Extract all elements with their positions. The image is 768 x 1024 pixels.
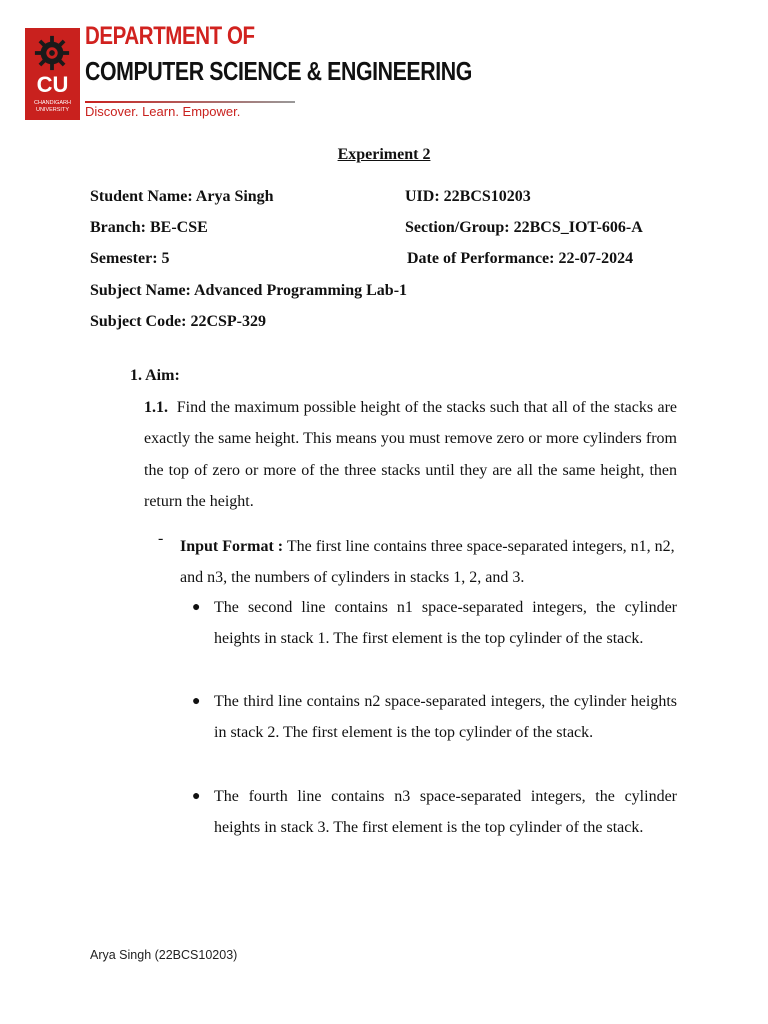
logo-cu-text: CU xyxy=(36,72,69,97)
bullet-dot: ● xyxy=(192,600,201,615)
date-of-performance: Date of Performance: 22-07-2024 xyxy=(407,250,634,267)
tagline: Discover. Learn. Empower. xyxy=(85,104,241,119)
aim-text: Find the maximum possible height of the stacks such that all of the stacks are exactly the same height. This means you must remove zero or more cylinders from the top of zero or more of the three stacks until they are all the same height, then return the height. xyxy=(144,399,677,510)
department-name: COMPUTER SCIENCE & ENGINEERING xyxy=(85,56,472,86)
bullet-dot: ● xyxy=(192,789,201,804)
university-logo xyxy=(25,28,80,120)
aim-paragraph xyxy=(144,392,677,517)
page-footer: Arya Singh (22BCS10203) xyxy=(90,948,238,962)
input-format-label: Input Format : xyxy=(180,538,284,555)
semester: Semester: 5 xyxy=(90,250,170,267)
input-format-item xyxy=(180,531,677,594)
subject-code: Subject Code: 22CSP-329 xyxy=(90,313,266,330)
bullet-dot: ● xyxy=(192,694,201,709)
branch: Branch: BE-CSE xyxy=(90,219,208,236)
aim-heading: 1. Aim: xyxy=(130,367,180,384)
dash-marker: - xyxy=(158,530,164,547)
bullet-item: The third line contains n2 space-separated integers, the cylinder heights in stack 2. The first element is the top cylinder of the stack. xyxy=(214,693,677,742)
section-group: Section/Group: 22BCS_IOT-606-A xyxy=(405,219,643,236)
experiment-title: Experiment 2 xyxy=(337,146,431,163)
header-divider xyxy=(85,101,295,103)
aim-number: 1.1. xyxy=(144,399,168,416)
gear-emblem-icon xyxy=(33,34,71,72)
bullet-item: The fourth line contains n3 space-separated integers, the cylinder heights in stack 3. The first element is the top cylinder of the stack. xyxy=(214,788,677,837)
logo-university-text: CHANDIGARH UNIVERSITY xyxy=(34,100,71,113)
input-format-text: The first line contains three space-separated integers, n1, n2, and n3, the numbers of cylinders in stacks 1, 2, and 3. xyxy=(180,538,675,587)
student-uid: UID: 22BCS10203 xyxy=(405,188,531,205)
bullet-item: The second line contains n1 space-separated integers, the cylinder heights in stack 1. The first element is the top cylinder of the stack. xyxy=(214,599,677,648)
subject-name: Subject Name: Advanced Programming Lab-1 xyxy=(90,282,408,299)
department-heading: DEPARTMENT OF xyxy=(85,22,255,50)
student-name: Student Name: Arya Singh xyxy=(90,188,274,205)
